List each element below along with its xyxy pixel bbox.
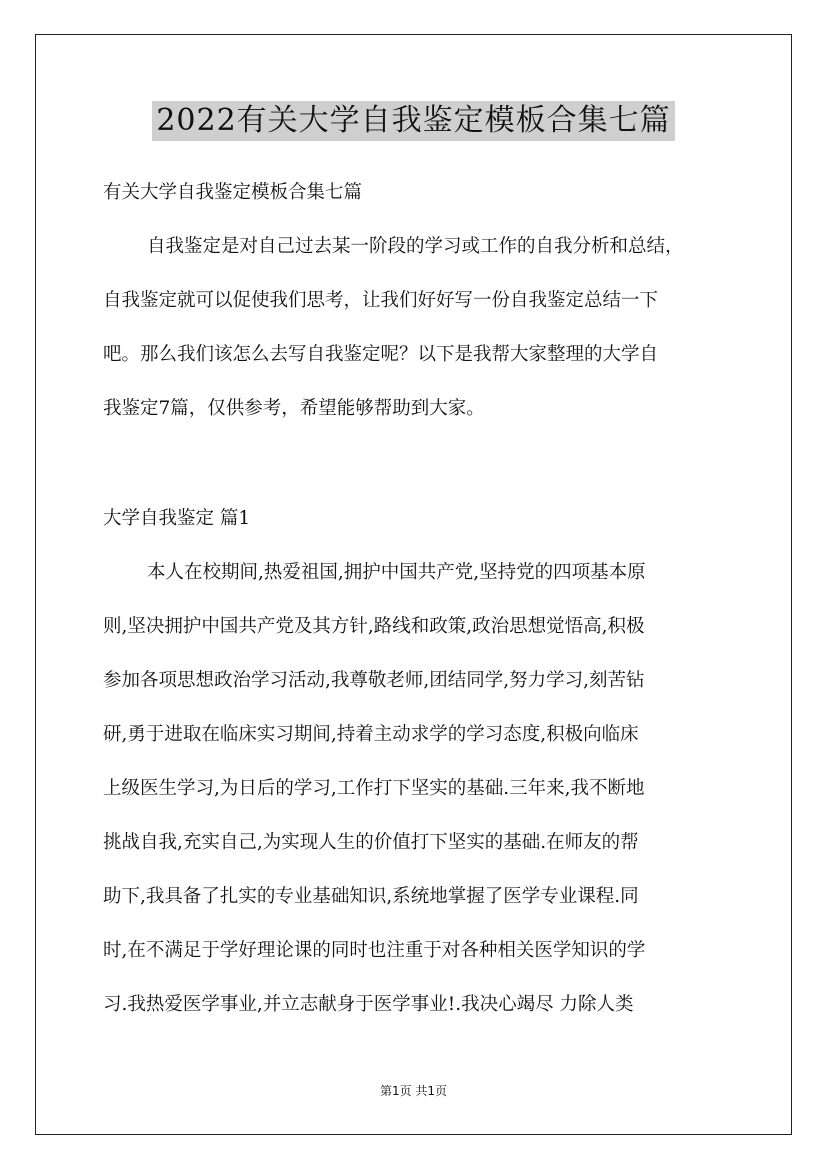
- section-line: 时,在不满足于学好理论课的同时也注重于对各种相关医学知识的学: [103, 940, 646, 961]
- intro-line: 自我鉴定是对自己过去某一阶段的学习或工作的自我分析和总结，: [147, 236, 684, 257]
- section-line: 参加各项思想政治学习活动,我尊敬老师,团结同学,努力学习,刻苦钻: [103, 670, 645, 691]
- section-heading: 大学自我鉴定 篇1: [103, 508, 251, 529]
- section-line: 助下,我具备了扎实的专业基础知识,系统地掌握了医学专业课程.同: [103, 886, 639, 907]
- section-line: 习.我热爱医学事业,并立志献身于医学事业!.我决心竭尽 力除人类: [103, 994, 634, 1015]
- page-footer: 第1页 共1页: [379, 1084, 448, 1098]
- document-title: [0, 100, 827, 141]
- intro-line: 吧。那么我们该怎么去写自我鉴定呢？以下是我帮大家整理的大学自: [103, 344, 659, 365]
- section-line: 上级医生学习,为日后的学习,工作打下坚实的基础.三年来,我不断地: [103, 778, 645, 799]
- section-line: 挑战自我,充实自己,为实现人生的价值打下坚实的基础.在师友的帮: [103, 832, 639, 853]
- section-line: 本人在校期间,热爱祖国,拥护中国共产党,坚持党的四项基本原: [147, 562, 646, 583]
- section-line: 研,勇于进取在临床实习期间,持着主动求学的学习态度,积极向临床: [103, 724, 639, 745]
- document-title-text: 2022有关大学自我鉴定模板合集七篇: [152, 101, 674, 141]
- document-subtitle: 有关大学自我鉴定模板合集七篇: [103, 182, 363, 203]
- intro-line: 我鉴定7篇，仅供参考，希望能够帮助到大家。: [103, 398, 485, 419]
- section-line: 则,坚决拥护中国共产党及其方针,路线和政策,政治思想觉悟高,积极: [103, 616, 645, 637]
- intro-line: 自我鉴定就可以促使我们思考，让我们好好写一份自我鉴定总结一下: [103, 290, 659, 311]
